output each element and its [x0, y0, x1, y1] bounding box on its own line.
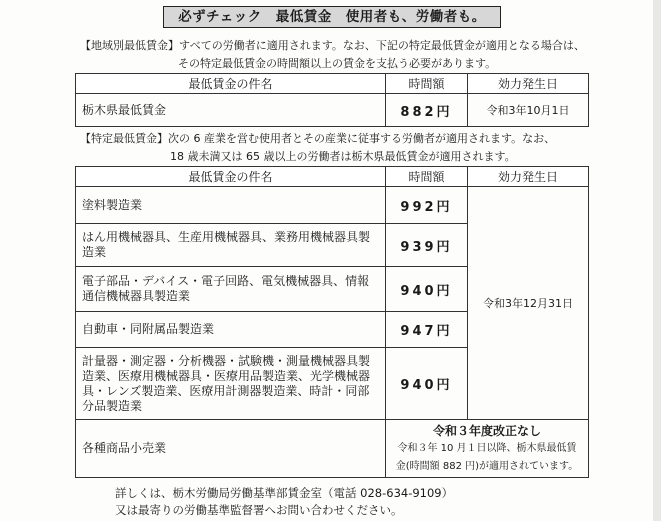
table-row: [76, 94, 589, 127]
column-header-name: 最低賃金の件名: [76, 167, 386, 187]
wage-name: 塗料製造業: [76, 187, 386, 224]
table-row: [76, 187, 589, 224]
scan-edge: [653, 0, 661, 521]
effective-date: 令和3年12月31日: [468, 187, 589, 420]
column-header-date: 効力発生日: [468, 167, 589, 187]
wage-name: 自動車・同附属品製造業: [76, 312, 386, 348]
no-change-notice: [386, 420, 589, 478]
specific-lead: 【特定最低賃金】: [80, 132, 168, 145]
wage-rate: 940円: [386, 267, 468, 312]
table-header-row: [76, 74, 589, 94]
column-header-date: 効力発生日: [468, 74, 589, 94]
footer-line-2: 又は最寄りの労働基準監督署へお問い合わせください。: [115, 503, 403, 517]
specific-description: [80, 131, 555, 146]
specific-text-2: 18 歳未満又は 65 歳以上の労働者は栃木県最低賃金が適用されます。: [170, 150, 516, 163]
no-change-text-1: 令和３年 10 月１日以降、栃木県最低賃: [397, 442, 577, 454]
no-change-title: 令和３年度改正なし: [432, 423, 541, 438]
regional-description: [80, 38, 585, 53]
table-row: [76, 420, 589, 478]
column-header-rate: 時間額: [386, 74, 468, 94]
wage-rate: 939円: [386, 224, 468, 267]
page-title: 必ずチェック 最低賃金 使用者も、労働者も。: [163, 6, 501, 28]
wage-name: 計量器・測定器・分析機器・試験機・測量機械器具製造業、医療用機械器具・医療用品製造業、光学機械器具・レンズ製造業、医療用計測器製造業、時計・同部分品製造業: [76, 348, 386, 420]
footer-line-1: 詳しくは、栃木労働局労働基準部賃金室（電話 028-634-9109）: [115, 486, 454, 500]
wage-rate: 940円: [386, 348, 468, 420]
no-change-text-2: 金(時間額 882 円)が適用されています。: [395, 460, 579, 472]
wage-name: 電子部品・デバイス・電子回路、電気機械器具、情報通信機械器具製造業: [76, 267, 386, 312]
specific-wage-table: [75, 166, 589, 478]
wage-rate: 947円: [386, 312, 468, 348]
wage-rate: 882円: [386, 94, 468, 127]
wage-rate: 992円: [386, 187, 468, 224]
regional-text-2: その特定最低賃金の時間額以上の賃金を支払う必要があります。: [178, 57, 497, 70]
wage-name: 栃木県最低賃金: [76, 94, 386, 127]
wage-name: はん用機械器具、生産用機械器具、業務用機械器具製造業: [76, 224, 386, 267]
table-header-row: [76, 167, 589, 187]
regional-text-1: すべての労働者に適用されます。なお、下記の特定最低賃金が適用となる場合は、: [179, 39, 585, 52]
wage-name: 各種商品小売業: [76, 420, 386, 478]
effective-date: 令和3年10月1日: [468, 94, 589, 127]
regional-lead: 【地域別最低賃金】: [80, 39, 179, 52]
specific-text-1: 次の 6 産業を営む使用者とその産業に従事する労働者が適用されます。なお、: [168, 132, 556, 145]
column-header-rate: 時間額: [386, 167, 468, 187]
column-header-name: 最低賃金の件名: [76, 74, 386, 94]
regional-wage-table: [75, 73, 589, 127]
